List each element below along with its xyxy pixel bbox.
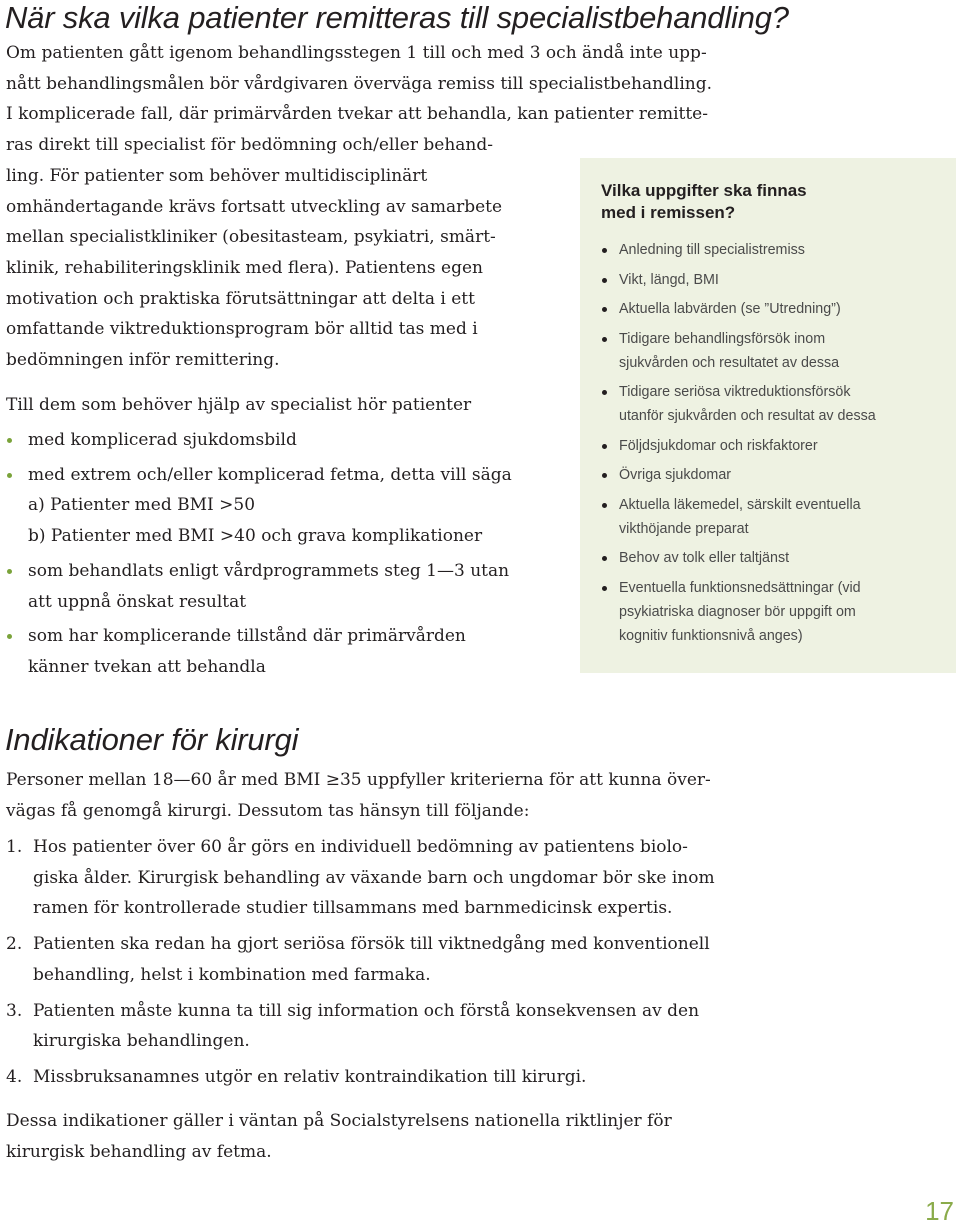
section-heading-surgery: Indikationer för kirurgi [5, 722, 299, 757]
list-item [6, 621, 512, 682]
sidebar-title-line: med i remissen? [601, 203, 736, 222]
bullet-icon [602, 390, 607, 395]
sidebar-title [601, 180, 807, 224]
sidebar-item-text: Aktuella läkemedel, särskilt eventuella [619, 496, 861, 513]
sidebar-list-item [601, 268, 876, 292]
sidebar-list-item [601, 238, 876, 262]
bullet-icon [602, 586, 607, 591]
bullet-icon [602, 278, 607, 283]
sidebar-item-text: Övriga sjukdomar [619, 467, 732, 483]
numbered-item-text: Patienten ska redan ha gjort seriösa försök till viktnedgång med konventionell [33, 934, 710, 955]
sidebar-list-item [601, 380, 876, 428]
text-line: bedömningen inför remittering. [6, 350, 280, 371]
list-item-text: att uppnå önskat resultat [28, 591, 247, 612]
page-number: 17 [925, 1196, 954, 1226]
sidebar-list-item [601, 463, 876, 487]
numbered-item-text: giska ålder. Kirurgisk behandling av växande barn och ungdomar bör ske inom [33, 867, 715, 888]
bullet-icon [7, 473, 12, 478]
sidebar-item-text: utanför sjukvården och resultat av dessa [619, 408, 876, 424]
text-line: motivation och praktiska förutsättningar att delta i ett [6, 288, 475, 309]
list-item-text: känner tvekan att behandla [28, 656, 266, 677]
list-item [6, 556, 512, 617]
text-line: Personer mellan 18—60 år med BMI ≥35 uppfyller kriterierna för att kunna över- [6, 770, 711, 790]
bullet-icon [7, 634, 12, 639]
numbered-item-text: behandling, helst i kombination med farmaka. [33, 964, 431, 985]
list-item-text: som har komplicerande tillstånd där primärvården [28, 626, 466, 647]
item-number: 4. [6, 1066, 23, 1087]
sidebar-item-text: sjukvården och resultatet av dessa [619, 354, 840, 371]
numbered-item [6, 1062, 715, 1093]
list-item [6, 425, 512, 456]
bullet-icon [602, 248, 607, 253]
list-item-text: a) Patienter med BMI >50 [28, 495, 256, 516]
sidebar-item-text: Tidigare behandlingsförsök inom [619, 330, 826, 347]
sidebar-list-item [601, 327, 876, 375]
sidebar-item-text: Aktuella labvärden (se ”Utredning”) [619, 301, 841, 317]
list-item-text: b) Patienter med BMI >40 och grava komplikationer [28, 526, 483, 547]
numbered-item-text: kirurgiska behandlingen. [33, 1031, 250, 1052]
bullet-icon [7, 438, 12, 443]
numbered-item-text: Hos patienter över 60 år görs en individuell bedömning av patientens biolo- [33, 837, 688, 857]
list-item-text: som behandlats enligt vårdprogrammets steg 1—3 utan [28, 560, 510, 581]
sidebar-item-text: vikthöjande preparat [619, 520, 749, 537]
sidebar-list-item [601, 434, 876, 458]
sidebar-list [601, 238, 876, 653]
numbered-item [6, 832, 715, 924]
surgery-criteria-list [6, 832, 715, 1098]
sidebar-item-text: Eventuella funktionsnedsättningar (vid [619, 579, 861, 596]
list-item [6, 460, 512, 552]
numbered-item [6, 996, 715, 1057]
item-number: 1. [6, 837, 23, 857]
bullet-icon [602, 307, 607, 312]
numbered-item-text: Missbruksanamnes utgör en relativ kontraindikation till kirurgi. [33, 1066, 587, 1087]
bullet-icon [602, 556, 607, 561]
bullet-icon [602, 444, 607, 449]
text-line: Dessa indikationer gäller i väntan på Socialstyrelsens nationella riktlinjer för [6, 1111, 672, 1131]
sidebar-item-text: psykiatriska diagnoser bör uppgift om [619, 603, 856, 620]
numbered-item-text: ramen för kontrollerade studier tillsammans med barnmedicinsk expertis. [33, 898, 673, 919]
item-number: 2. [6, 934, 23, 955]
text-line: klinik, rehabiliteringsklinik med flera). Patientens egen [6, 257, 483, 278]
bullet-icon [7, 569, 12, 574]
sidebar-list-item [601, 297, 876, 321]
sidebar-item-text: Tidigare seriösa viktreduktionsförsök [619, 384, 851, 400]
text-line: nått behandlingsmålen bör vårdgivaren överväga remiss till specialistbehandling. [6, 73, 713, 94]
text-line: vägas få genomgå kirurgi. Dessutom tas hänsyn till följande: [6, 800, 530, 821]
specialist-criteria-list [6, 425, 512, 687]
list-item-text: med komplicerad sjukdomsbild [28, 430, 297, 450]
bullet-icon [602, 473, 607, 478]
text-line: omhändertagande krävs fortsatt utveckling av samarbete [6, 196, 503, 217]
sidebar-item-text: kognitiv funktionsnivå anges) [619, 627, 803, 644]
text-line: kirurgisk behandling av fetma. [6, 1141, 272, 1162]
sidebar-title-line: Vilka uppgifter ska finnas [601, 181, 807, 200]
numbered-item-text: Patienten måste kunna ta till sig information och förstå konsekvensen av den [33, 1000, 700, 1021]
sidebar-list-item [601, 576, 876, 648]
sidebar-list-item [601, 493, 876, 541]
text-line: omfattande viktreduktionsprogram bör alltid tas med i [6, 319, 478, 340]
sidebar-list-item [601, 546, 876, 570]
referral-info-sidebar [580, 158, 956, 673]
sidebar-item-text: Behov av tolk eller taltjänst [619, 550, 790, 566]
item-number: 3. [6, 1000, 23, 1021]
text-line: ling. För patienter som behöver multidisciplinärt [6, 165, 428, 186]
numbered-item [6, 929, 715, 990]
sidebar-item-text: Följdsjukdomar och riskfaktorer [619, 437, 818, 454]
bullet-icon [602, 337, 607, 342]
text-line: ras direkt till specialist för bedömning och/eller behand- [6, 135, 493, 156]
specialist-bullets-intro: Till dem som behöver hjälp av specialist hör patienter [6, 395, 472, 415]
surgery-intro-paragraph [6, 765, 711, 826]
text-line: mellan specialistkliniker (obesitasteam, psykiatri, smärt- [6, 227, 496, 248]
text-line: I komplicerade fall, där primärvården tvekar att behandla, kan patienter remitte- [6, 104, 708, 125]
sidebar-item-text: Vikt, längd, BMI [619, 271, 719, 288]
list-item-text: med extrem och/eller komplicerad fetma, detta vill säga [28, 464, 512, 485]
closing-paragraph [6, 1106, 672, 1167]
sidebar-item-text: Anledning till specialistremiss [619, 242, 805, 258]
bullet-icon [602, 503, 607, 508]
section-heading-referral: När ska vilka patienter remitteras till specialistbehandling? [5, 0, 789, 35]
text-line: Om patienten gått igenom behandlingsstegen 1 till och med 3 och ändå inte upp- [6, 43, 707, 63]
